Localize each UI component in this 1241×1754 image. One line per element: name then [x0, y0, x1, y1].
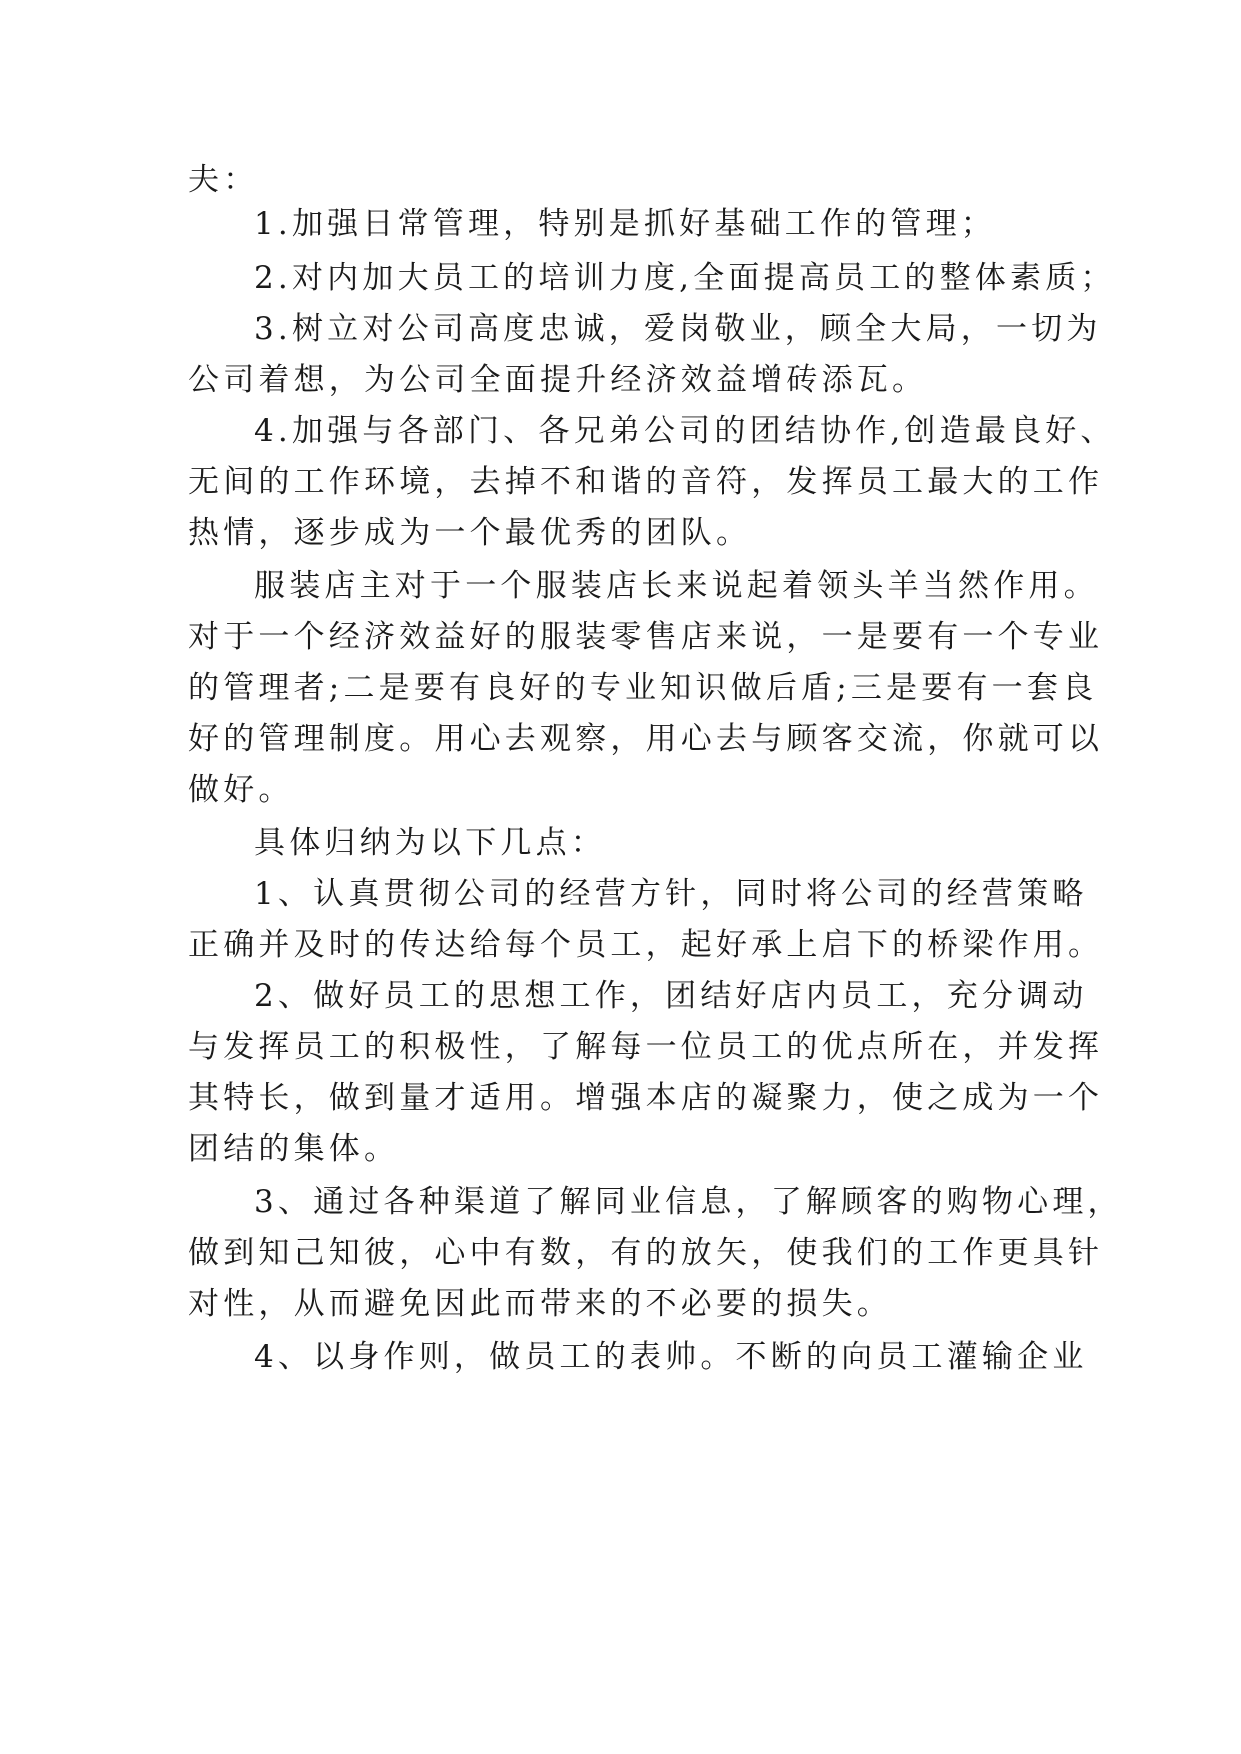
list-item: 2.对内加大员工的培训力度,全面提高员工的整体素质； — [254, 260, 1116, 296]
list-item: 3、通过各种渠道了解同业信息，了解顾客的购物心理， — [254, 1184, 1123, 1220]
list-item: 2、做好员工的思想工作，团结好店内员工，充分调动 — [254, 978, 1088, 1014]
paragraph-line: 具体归纳为以下几点： — [254, 825, 606, 861]
text-line: 做好。 — [188, 772, 294, 808]
text-line: 正确并及时的传达给每个员工，起好承上启下的桥梁作用。 — [188, 927, 1104, 963]
text-line: 的管理者;二是要有良好的专业知识做后盾;三是要有一套良 — [188, 670, 1098, 706]
list-item: 4、以身作则，做员工的表帅。不断的向员工灌输企业 — [254, 1339, 1088, 1375]
text-line: 公司着想，为公司全面提升经济效益增砖添瓦。 — [188, 362, 928, 398]
list-item: 4.加强与各部门、各兄弟公司的团结协作,创造最良好、 — [254, 413, 1116, 449]
text-line: 对于一个经济效益好的服装零售店来说，一是要有一个专业 — [188, 619, 1104, 655]
text-line: 与发挥员工的积极性，了解每一位员工的优点所在，并发挥 — [188, 1029, 1104, 1065]
text-line: 热情，逐步成为一个最优秀的团队。 — [188, 515, 752, 551]
text-line: 做到知己知彼，心中有数，有的放矢，使我们的工作更具针 — [188, 1235, 1104, 1271]
list-item: 3.树立对公司高度忠诚，爱岗敬业，顾全大局，一切为 — [254, 311, 1102, 347]
text-line: 好的管理制度。用心去观察，用心去与顾客交流，你就可以 — [188, 721, 1104, 757]
list-item: 1、认真贯彻公司的经营方针，同时将公司的经营策略 — [254, 876, 1088, 912]
list-item: 1.加强日常管理，特别是抓好基础工作的管理； — [254, 206, 996, 242]
text-line: 其特长，做到量才适用。增强本店的凝聚力，使之成为一个 — [188, 1080, 1104, 1116]
text-line: 夫： — [188, 162, 259, 198]
text-line: 对性，从而避免因此而带来的不必要的损失。 — [188, 1286, 892, 1322]
text-line: 团结的集体。 — [188, 1131, 400, 1167]
text-line: 无间的工作环境，去掉不和谐的音符，发挥员工最大的工作 — [188, 464, 1104, 500]
paragraph-line: 服装店主对于一个服装店长来说起着领头羊当然作用。 — [254, 568, 1099, 604]
